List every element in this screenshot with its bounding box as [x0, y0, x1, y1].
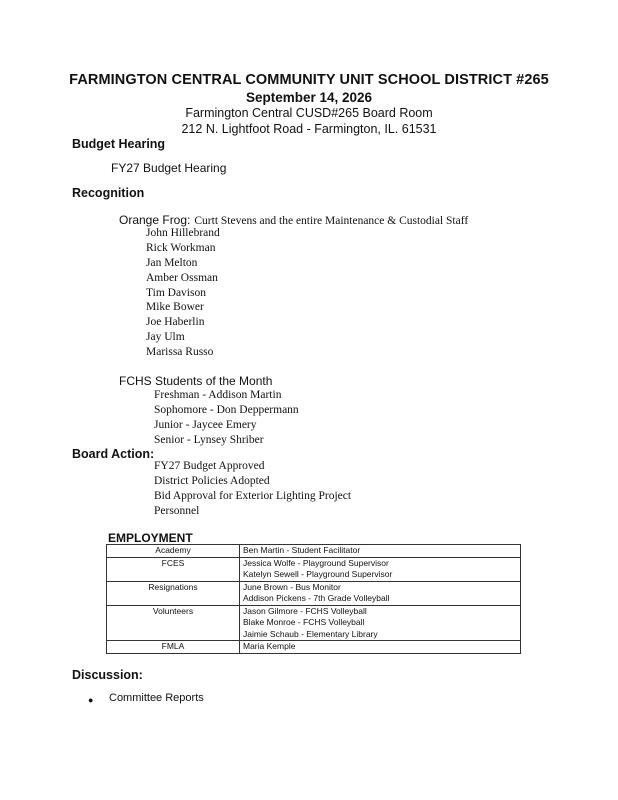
board-action-list: [154, 459, 351, 519]
list-item: FY27 Budget Approved: [154, 460, 265, 472]
table-row: [107, 605, 521, 641]
orange-frog-label: Orange Frog:: [119, 213, 191, 227]
employment-table: [106, 544, 521, 654]
table-cell-category: Academy: [107, 545, 240, 558]
list-item: Joe Haberlin: [146, 316, 205, 329]
recognition-heading: Recognition: [72, 186, 145, 200]
orange-frog-text: Curtt Stevens and the entire Maintenance & Custodial Staff: [194, 215, 469, 227]
employment-title: EMPLOYMENT: [108, 531, 193, 545]
list-item: District Policies Adopted: [154, 474, 270, 487]
list-item: Tim Davison: [146, 286, 206, 299]
table-cell-category: Volunteers: [107, 605, 240, 641]
table-cell-category: FCES: [107, 557, 240, 581]
table-cell-entries: Maria Kemple: [240, 641, 521, 654]
board-action-heading: Board Action:: [72, 447, 155, 461]
list-item: Marissa Russo: [146, 346, 214, 359]
table-cell-entries: Jason Gilmore - FCHS Volleyball Blake Monroe - FCHS Volleyball Jaimie Schaub - Elementary Library: [240, 605, 521, 641]
budget-hearing-heading: Budget Hearing: [72, 137, 166, 151]
budget-hearing-item: FY27 Budget Hearing: [111, 161, 227, 175]
table-row: [107, 581, 521, 605]
list-item: Sophomore - Don Deppermann: [154, 403, 299, 416]
table-cell-category: Resignations: [107, 581, 240, 605]
table-cell-category: FMLA: [107, 641, 240, 654]
district-title: FARMINGTON CENTRAL COMMUNITY UNIT SCHOOL DISTRICT #265: [69, 72, 549, 88]
students-heading: FCHS Students of the Month: [119, 374, 273, 388]
list-item: Mike Bower: [146, 301, 204, 314]
table-cell-entries: Jessica Wolfe - Playground Supervisor Katelyn Sewell - Playground Supervisor: [240, 557, 521, 581]
table-cell-entries: Ben Martin - Student Facilitator: [240, 545, 521, 558]
list-item: Jan Melton: [146, 256, 198, 269]
meeting-date: September 14, 2026: [245, 90, 373, 105]
list-item: Bid Approval for Exterior Lighting Project: [154, 489, 352, 502]
discussion-heading: Discussion:: [72, 668, 143, 682]
table-row: [107, 545, 521, 558]
table-row: [107, 641, 521, 654]
table-row: [107, 557, 521, 581]
list-item: Senior - Lynsey Shriber: [154, 433, 264, 446]
meeting-venue: Farmington Central CUSD#265 Board Room: [185, 106, 433, 120]
staff-list: [146, 226, 220, 360]
bullet-icon: ●: [88, 695, 94, 705]
list-item: John Hillebrand: [146, 227, 220, 239]
discussion-item: Committee Reports: [109, 692, 204, 704]
list-item: Freshman - Addison Martin: [154, 389, 282, 401]
list-item: Junior - Jaycee Emery: [154, 418, 257, 431]
list-item: Jay Ulm: [146, 331, 185, 344]
students-list: [154, 388, 299, 448]
meeting-address: 212 N. Lightfoot Road - Farmington, IL. 61531: [181, 122, 437, 136]
table-cell-entries: June Brown - Bus Monitor Addison Pickens - 7th Grade Volleyball: [240, 581, 521, 605]
list-item: Personnel: [154, 504, 200, 517]
list-item: Rick Workman: [146, 241, 216, 254]
list-item: Amber Ossman: [146, 271, 218, 284]
